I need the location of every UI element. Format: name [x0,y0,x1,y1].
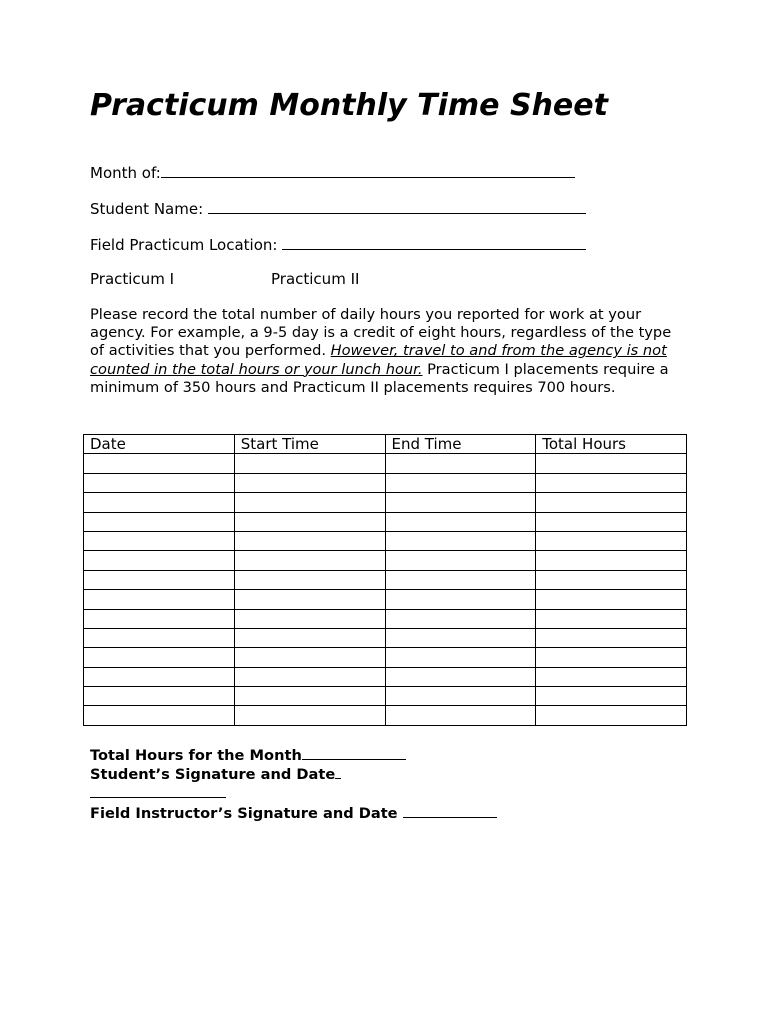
date-cell[interactable] [84,628,235,647]
table-row [84,667,687,686]
date-cell[interactable] [84,454,235,473]
student-signature-label: Student’s Signature and Date [90,766,336,784]
total-hours-cell[interactable] [536,628,687,647]
table-row [84,706,687,725]
start-time-cell[interactable] [234,551,385,570]
start-time-cell[interactable] [234,493,385,512]
header-start-time: Start Time [234,435,385,454]
start-time-cell[interactable] [234,512,385,531]
total-hours-cell[interactable] [536,687,687,706]
instructor-signature-line [90,804,497,823]
instructor-signature-blank[interactable] [403,804,497,818]
start-time-cell[interactable] [234,609,385,628]
student-name-field [90,199,586,218]
table-row [84,687,687,706]
end-time-cell[interactable] [385,706,536,725]
end-time-cell[interactable] [385,473,536,492]
table-header-row [84,435,687,454]
start-time-cell[interactable] [234,628,385,647]
end-time-cell[interactable] [385,551,536,570]
total-hours-cell[interactable] [536,454,687,473]
start-time-cell[interactable] [234,570,385,589]
date-cell[interactable] [84,551,235,570]
end-time-cell[interactable] [385,454,536,473]
date-cell[interactable] [84,667,235,686]
start-time-cell[interactable] [234,473,385,492]
total-hours-cell[interactable] [536,590,687,609]
date-cell[interactable] [84,648,235,667]
end-time-cell[interactable] [385,628,536,647]
instructor-signature-label: Field Instructor’s Signature and Date [90,804,403,822]
table-row [84,531,687,550]
practicum-1-option[interactable]: Practicum I [90,270,174,288]
date-cell[interactable] [84,531,235,550]
end-time-cell[interactable] [385,493,536,512]
signature-section [90,746,497,823]
start-time-cell[interactable] [234,706,385,725]
total-hours-cell[interactable] [536,570,687,589]
header-date: Date [84,435,235,454]
table-body [84,454,687,725]
table-row [84,454,687,473]
start-time-cell[interactable] [234,648,385,667]
start-time-cell[interactable] [234,531,385,550]
instructions-paragraph [90,306,680,397]
end-time-cell[interactable] [385,590,536,609]
month-label: Month of: [90,164,161,182]
table-row [84,609,687,628]
end-time-cell[interactable] [385,531,536,550]
table-row [84,551,687,570]
date-cell[interactable] [84,473,235,492]
date-cell[interactable] [84,493,235,512]
location-label: Field Practicum Location: [90,236,278,254]
end-time-cell[interactable] [385,570,536,589]
end-time-cell[interactable] [385,609,536,628]
total-hours-cell[interactable] [536,493,687,512]
date-cell[interactable] [84,609,235,628]
date-cell[interactable] [84,570,235,589]
date-cell[interactable] [84,590,235,609]
table-row [84,590,687,609]
end-time-cell[interactable] [385,667,536,686]
total-hours-cell[interactable] [536,609,687,628]
end-time-cell[interactable] [385,687,536,706]
start-time-cell[interactable] [234,454,385,473]
end-time-cell[interactable] [385,512,536,531]
total-hours-blank[interactable] [302,746,406,760]
header-total-hours: Total Hours [536,435,687,454]
student-signature-continuation [90,784,497,803]
total-hours-cell[interactable] [536,667,687,686]
table-row [84,493,687,512]
page-title: Practicum Monthly Time Sheet [90,88,608,123]
total-hours-cell[interactable] [536,531,687,550]
total-hours-cell[interactable] [536,706,687,725]
month-blank-line[interactable] [161,163,575,178]
location-blank-line[interactable] [282,235,586,250]
date-cell[interactable] [84,706,235,725]
time-sheet-table [83,434,687,726]
end-time-cell[interactable] [385,648,536,667]
month-field [90,163,575,182]
start-time-cell[interactable] [234,687,385,706]
instructions-text-2: Practicum I placements require a minimum of 350 hours and Practicum II placements requires 700 hours. [90,360,669,396]
start-time-cell[interactable] [234,667,385,686]
instructions-text-1: Please record the total number of daily hours you reported for work at your agency. For example, a 9-5 day is a credit of eight hours, regardless of the type of activities that you performed. [90,306,672,360]
table-row [84,628,687,647]
location-field [90,235,586,254]
total-hours-cell[interactable] [536,473,687,492]
total-hours-cell[interactable] [536,551,687,570]
total-hours-cell[interactable] [536,512,687,531]
header-end-time: End Time [385,435,536,454]
table-row [84,473,687,492]
date-cell[interactable] [84,687,235,706]
student-name-label: Student Name: [90,200,204,218]
student-name-blank-line[interactable] [208,199,586,214]
table-row [84,570,687,589]
total-hours-line [90,746,497,765]
table-row [84,512,687,531]
student-signature-blank-end[interactable] [335,765,341,779]
start-time-cell[interactable] [234,590,385,609]
table-row [84,648,687,667]
student-signature-blank[interactable] [90,784,226,798]
total-hours-label: Total Hours for the Month [90,747,302,764]
total-hours-cell[interactable] [536,648,687,667]
practicum-2-option[interactable]: Practicum II [271,270,360,288]
date-cell[interactable] [84,512,235,531]
student-signature-line [90,765,497,784]
instructions-emphasis: However, travel to and from the agency is not counted in the total hours or your lunch hour. [90,342,667,378]
